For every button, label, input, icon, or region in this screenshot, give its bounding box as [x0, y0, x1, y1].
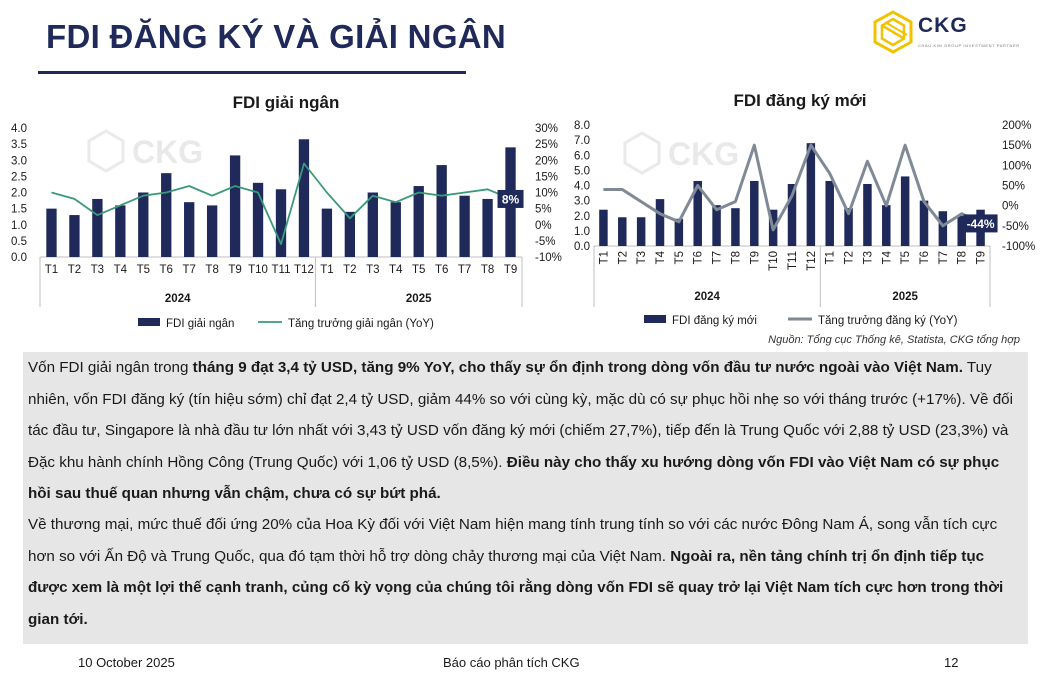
- y-left-tick-label: 3.0: [574, 195, 590, 208]
- legend-bar-label: FDI giải ngân: [166, 318, 235, 330]
- watermark: [625, 133, 739, 173]
- x-tick-label: T10: [248, 264, 268, 276]
- y-right-tick-label: 200%: [1002, 120, 1032, 132]
- y-left-tick-label: 1.5: [11, 203, 27, 216]
- bar: [939, 211, 947, 246]
- y-left-tick-label: 6.0: [574, 150, 590, 163]
- x-tick-label: T2: [343, 264, 357, 276]
- y-right-tick-label: 100%: [1002, 160, 1032, 173]
- x-tick-label: T9: [975, 251, 988, 265]
- title-underline: [38, 71, 466, 74]
- logo-subtext: CHAU KIM GROUP INVESTMENT PARTNER: [918, 43, 1020, 48]
- commentary-box: [23, 352, 1028, 644]
- x-tick-label: T1: [44, 264, 59, 276]
- bar: [207, 205, 217, 257]
- x-tick-label: T1: [598, 251, 611, 265]
- y-left-tick-label: 5.0: [574, 165, 590, 178]
- y-left-tick-label: 4.0: [11, 123, 27, 135]
- fdi-disbursement-chart: [10, 85, 562, 340]
- x-tick-label: T7: [457, 264, 472, 276]
- y-left-tick-label: 0.0: [11, 252, 27, 264]
- chart-legend: [138, 318, 434, 330]
- bar: [46, 209, 56, 257]
- fdi-registered-chart: [560, 85, 1036, 340]
- chart-svg: [560, 85, 1036, 340]
- watermark-hexagon-icon: [625, 133, 659, 173]
- y-left-tick-label: 4.0: [574, 180, 590, 193]
- x-tick-label: T5: [136, 264, 150, 276]
- text-run: Điều này cho thấy xu hướng dòng vốn FDI vào Việt Nam có sự phục hồi sau thuế quan nhưng vẫn chậm, chưa có sự bứt phá.: [28, 453, 1000, 502]
- x-tick-label: T10: [768, 251, 781, 271]
- y-right-tick-label: 20%: [535, 155, 559, 168]
- year-group-label: 2025: [405, 293, 432, 305]
- bar: [115, 205, 125, 257]
- bar: [712, 205, 720, 246]
- legend-line-label: Tăng trưởng giải ngân (YoY): [288, 318, 434, 330]
- x-tick-label: T1: [320, 264, 334, 276]
- y-right-tick-label: 30%: [535, 123, 559, 135]
- x-tick-label: T9: [749, 251, 762, 265]
- x-tick-label: T6: [919, 251, 931, 265]
- bar: [731, 208, 739, 246]
- callout-label: -44%: [966, 216, 995, 231]
- bar: [437, 165, 447, 257]
- y-left-tick-label: 2.0: [11, 187, 27, 200]
- y-left-tick-label: 0.0: [574, 241, 590, 253]
- x-tick-label: T6: [434, 264, 449, 276]
- y-right-tick-label: 10%: [535, 187, 559, 200]
- y-left-tick-label: 1.0: [574, 225, 590, 238]
- bar: [459, 196, 469, 257]
- bar: [482, 199, 492, 257]
- y-right-tick-label: -100%: [1002, 241, 1036, 253]
- x-tick-label: T5: [900, 251, 913, 265]
- x-tick-label: T4: [881, 251, 894, 265]
- year-group-label: 2025: [892, 291, 918, 303]
- x-tick-label: T9: [228, 264, 242, 276]
- commentary-paragraph-1: [28, 352, 1024, 510]
- x-tick-label: T3: [636, 251, 649, 265]
- y-left-tick-label: 0.5: [11, 235, 27, 248]
- bar: [637, 217, 645, 246]
- x-tick-label: T8: [956, 251, 969, 265]
- y-left-tick-label: 2.5: [11, 171, 27, 184]
- y-right-tick-label: 150%: [1002, 140, 1032, 153]
- y-left-tick-label: 3.0: [11, 155, 27, 168]
- y-left-tick-label: 2.0: [574, 210, 590, 223]
- bar: [299, 139, 309, 257]
- x-tick-label: T12: [294, 264, 314, 276]
- bar: [368, 193, 378, 258]
- bar: [161, 173, 171, 257]
- year-group-label: 2024: [694, 291, 720, 303]
- x-tick-label: T8: [205, 264, 219, 276]
- company-logo: [873, 10, 1023, 54]
- callout-label: 8%: [501, 192, 520, 207]
- x-tick-label: T4: [389, 264, 403, 276]
- x-tick-label: T2: [67, 264, 82, 276]
- page-title: FDI ĐĂNG KÝ VÀ GIẢI NGÂN: [46, 18, 507, 55]
- y-right-tick-label: 25%: [535, 139, 559, 152]
- x-tick-label: T12: [805, 251, 818, 271]
- bar: [414, 186, 424, 257]
- y-left-tick-label: 7.0: [574, 135, 590, 148]
- logo-text: CKG: [918, 14, 968, 37]
- x-tick-label: T11: [271, 264, 291, 276]
- y-left-tick-label: 3.5: [11, 139, 27, 152]
- x-tick-label: T9: [503, 264, 518, 276]
- watermark-text: CKG: [668, 136, 740, 172]
- x-tick-label: T2: [843, 251, 856, 265]
- x-tick-label: T3: [366, 264, 380, 276]
- text-run: tháng 9 đạt 3,4 tỷ USD, tăng 9% YoY, cho thấy sự ổn định trong dòng vốn đầu tư nước ngoài vào Việt Nam.: [192, 359, 963, 376]
- x-tick-label: T5: [673, 251, 686, 265]
- text-run: Ngoài ra, nền tảng chính trị ổn định tiếp tục được xem là một lợi thế cạnh tranh, củng cố kỳ vọng của chúng tôi rằng dòng vốn FDI sẽ quay trở lại Việt Nam tích cực hơn trong thời gian tới.: [28, 547, 1004, 628]
- y-right-tick-label: 0%: [535, 219, 552, 232]
- y-left-tick-label: 1.0: [11, 219, 27, 232]
- logo-hexagon-icon: [873, 10, 913, 54]
- x-tick-label: T1: [824, 251, 837, 265]
- legend-line-label: Tăng trưởng đăng ký (YoY): [818, 315, 958, 327]
- chart-svg: [10, 85, 562, 340]
- y-right-tick-label: 50%: [1002, 180, 1026, 193]
- bar: [901, 176, 909, 246]
- footer-date: 10 October 2025: [78, 655, 175, 670]
- bar: [882, 205, 890, 246]
- source-note: Nguồn: Tổng cục Thống kê, Statista, CKG tổng hợp: [768, 334, 1020, 346]
- commentary-paragraph-2: [28, 509, 1024, 635]
- text-run: Tuy nhiên, vốn FDI đăng ký (tín hiệu sớm) chỉ đạt 2,4 tỷ USD, giảm 44% so với cùng kỳ, mặc dù có sự phục hồi nhẹ so với tháng trước (+17%). Về đối tác đầu tư, Singapore là nhà đầu tư lớn nhất với 3,43 tỷ USD vốn đăng ký mới (chiếm 27,7%), tiếp đến là Trung Quốc với 2,88 tỷ USD (23,3%) và Đặc khu hành chính Hồng Công (Trung Quốc) với 1,06 tỷ USD (8,5%).: [28, 359, 1013, 471]
- bar: [656, 199, 664, 246]
- text-run: Về thương mại, mức thuế đối ứng 20% của Hoa Kỳ đối với Việt Nam hiện mang tính trung tính so với các nước Đông Nam Á, song vẫn tích cực hơn so với Ấn Độ và Trung Quốc, qua đó tạm thời hỗ trợ dòng chảy thương mại của Việt Nam.: [28, 516, 998, 565]
- bar: [276, 189, 286, 257]
- x-tick-label: T11: [787, 251, 799, 270]
- x-tick-label: T5: [412, 264, 426, 276]
- year-group-label: 2024: [164, 293, 191, 305]
- legend-bar-swatch: [644, 315, 666, 323]
- x-tick-label: T4: [113, 264, 128, 276]
- bar: [69, 215, 79, 257]
- chart-title: FDI giải ngân: [232, 93, 340, 112]
- bar: [138, 193, 148, 258]
- y-right-tick-label: 5%: [535, 203, 552, 216]
- x-tick-label: T7: [937, 251, 950, 265]
- bar: [322, 209, 332, 257]
- x-tick-label: T8: [730, 251, 743, 265]
- x-tick-label: T2: [617, 251, 630, 265]
- watermark: [89, 131, 203, 171]
- bar: [825, 181, 833, 246]
- bar: [184, 202, 194, 257]
- x-tick-label: T7: [711, 251, 724, 265]
- watermark-hexagon-icon: [89, 131, 123, 171]
- x-tick-label: T6: [159, 264, 173, 276]
- chart-title: FDI đăng ký mới: [733, 91, 867, 110]
- y-right-tick-label: -10%: [535, 252, 562, 264]
- bar: [618, 217, 626, 246]
- footer-report-name: Báo cáo phân tích CKG: [443, 655, 580, 670]
- bar: [599, 210, 607, 246]
- bar: [391, 202, 401, 257]
- chart-legend: [644, 315, 958, 327]
- x-tick-label: T8: [480, 264, 495, 276]
- bar: [807, 143, 815, 246]
- y-right-tick-label: 15%: [535, 171, 559, 184]
- legend-bar-label: FDI đăng ký mới: [672, 315, 757, 327]
- y-right-tick-label: -50%: [1002, 220, 1029, 233]
- x-tick-label: T6: [692, 251, 705, 265]
- x-tick-label: T3: [862, 251, 875, 265]
- x-tick-label: T4: [655, 251, 667, 265]
- y-right-tick-label: -5%: [535, 235, 556, 248]
- bar: [750, 181, 758, 246]
- bar: [92, 199, 102, 257]
- x-tick-label: T7: [182, 264, 196, 276]
- y-right-tick-label: 0%: [1002, 200, 1019, 213]
- bar: [863, 184, 871, 246]
- footer-page-number: 12: [944, 655, 959, 670]
- watermark-text: CKG: [132, 134, 204, 170]
- y-left-tick-label: 8.0: [574, 120, 590, 132]
- text-run: Vốn FDI giải ngân trong: [28, 359, 193, 376]
- bar: [230, 155, 240, 257]
- x-tick-label: T3: [90, 264, 105, 276]
- legend-bar-swatch: [138, 318, 160, 326]
